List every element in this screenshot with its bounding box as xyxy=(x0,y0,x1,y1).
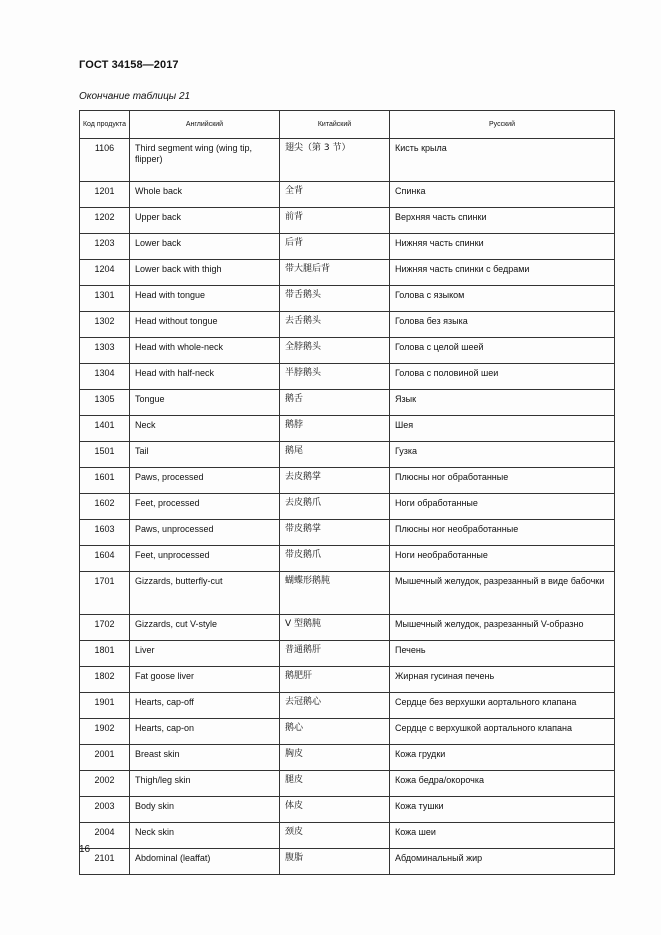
russian-name-cell: Жирная гусиная печень xyxy=(390,667,615,693)
product-code-cell: 1202 xyxy=(80,208,130,234)
english-name-cell: Feet, processed xyxy=(130,494,280,520)
english-name-cell: Fat goose liver xyxy=(130,667,280,693)
product-code-cell: 2101 xyxy=(80,849,130,875)
table-row xyxy=(80,641,615,667)
page-number: 16 xyxy=(79,844,91,855)
english-name-cell: Third segment wing (wing tip, flipper) xyxy=(130,139,280,182)
english-name-cell: Head with whole-neck xyxy=(130,338,280,364)
chinese-name-cell: 蝴蝶形鹅肫 xyxy=(280,572,390,615)
table-row xyxy=(80,338,615,364)
russian-name-cell: Ноги обработанные xyxy=(390,494,615,520)
chinese-name-cell: 后背 xyxy=(280,234,390,260)
product-code-cell: 2003 xyxy=(80,797,130,823)
russian-name-cell: Сердце с верхушкой аортального клапана xyxy=(390,719,615,745)
table-row xyxy=(80,312,615,338)
english-name-cell: Head without tongue xyxy=(130,312,280,338)
english-name-cell: Paws, unprocessed xyxy=(130,520,280,546)
russian-name-cell: Гузка xyxy=(390,442,615,468)
chinese-name-cell: 鹅心 xyxy=(280,719,390,745)
chinese-name-cell: 鹅肥肝 xyxy=(280,667,390,693)
table-row xyxy=(80,286,615,312)
table-row xyxy=(80,823,615,849)
product-code-cell: 1501 xyxy=(80,442,130,468)
table-row xyxy=(80,771,615,797)
english-name-cell: Upper back xyxy=(130,208,280,234)
russian-name-cell: Сердце без верхушки аортального клапана xyxy=(390,693,615,719)
product-code-cell: 1106 xyxy=(80,139,130,182)
product-code-cell: 1302 xyxy=(80,312,130,338)
product-code-cell: 1901 xyxy=(80,693,130,719)
product-code-cell: 1802 xyxy=(80,667,130,693)
column-header-english: Английский xyxy=(130,111,280,139)
english-name-cell: Head with tongue xyxy=(130,286,280,312)
russian-name-cell: Кожа тушки xyxy=(390,797,615,823)
russian-name-cell: Плюсны ног обработанные xyxy=(390,468,615,494)
chinese-name-cell: 带皮鹅掌 xyxy=(280,520,390,546)
russian-name-cell: Верхняя часть спинки xyxy=(390,208,615,234)
chinese-name-cell: V 型鹅肫 xyxy=(280,615,390,641)
table-row xyxy=(80,390,615,416)
table-row xyxy=(80,416,615,442)
chinese-name-cell: 去皮鹅掌 xyxy=(280,468,390,494)
russian-name-cell: Абдоминальный жир xyxy=(390,849,615,875)
russian-name-cell: Нижняя часть спинки xyxy=(390,234,615,260)
product-code-cell: 1301 xyxy=(80,286,130,312)
product-code-cell: 2001 xyxy=(80,745,130,771)
chinese-name-cell: 半脖鹅头 xyxy=(280,364,390,390)
product-code-cell: 1305 xyxy=(80,390,130,416)
russian-name-cell: Голова без языка xyxy=(390,312,615,338)
english-name-cell: Liver xyxy=(130,641,280,667)
table-caption: Окончание таблицы 21 xyxy=(79,91,191,102)
table-row xyxy=(80,719,615,745)
chinese-name-cell: 全背 xyxy=(280,182,390,208)
table-row xyxy=(80,693,615,719)
document-code: ГОСТ 34158—2017 xyxy=(79,59,179,71)
table-row xyxy=(80,615,615,641)
product-code-cell: 1401 xyxy=(80,416,130,442)
product-code-cell: 1801 xyxy=(80,641,130,667)
chinese-name-cell: 全脖鹅头 xyxy=(280,338,390,364)
russian-name-cell: Кожа шеи xyxy=(390,823,615,849)
russian-name-cell: Кожа бедра/окорочка xyxy=(390,771,615,797)
russian-name-cell: Мышечный желудок, разрезанный в виде бабочки xyxy=(390,572,615,615)
chinese-name-cell: 去舌鹅头 xyxy=(280,312,390,338)
english-name-cell: Head with half-neck xyxy=(130,364,280,390)
english-name-cell: Abdominal (leaffat) xyxy=(130,849,280,875)
english-name-cell: Thigh/leg skin xyxy=(130,771,280,797)
products-table xyxy=(79,110,615,875)
english-name-cell: Whole back xyxy=(130,182,280,208)
table-row xyxy=(80,208,615,234)
table-row xyxy=(80,546,615,572)
product-code-cell: 1902 xyxy=(80,719,130,745)
table-row xyxy=(80,139,615,182)
english-name-cell: Neck skin xyxy=(130,823,280,849)
column-header-russian: Русский xyxy=(390,111,615,139)
chinese-name-cell: 带舌鹅头 xyxy=(280,286,390,312)
russian-name-cell: Шея xyxy=(390,416,615,442)
chinese-name-cell: 颈皮 xyxy=(280,823,390,849)
russian-name-cell: Язык xyxy=(390,390,615,416)
chinese-name-cell: 鹅脖 xyxy=(280,416,390,442)
russian-name-cell: Голова с языком xyxy=(390,286,615,312)
table-row xyxy=(80,182,615,208)
english-name-cell: Breast skin xyxy=(130,745,280,771)
product-code-cell: 1702 xyxy=(80,615,130,641)
russian-name-cell: Печень xyxy=(390,641,615,667)
chinese-name-cell: 翅尖（第 3 节） xyxy=(280,139,390,182)
english-name-cell: Tail xyxy=(130,442,280,468)
chinese-name-cell: 鹅尾 xyxy=(280,442,390,468)
product-code-cell: 1604 xyxy=(80,546,130,572)
chinese-name-cell: 腹脂 xyxy=(280,849,390,875)
english-name-cell: Hearts, cap-on xyxy=(130,719,280,745)
english-name-cell: Gizzards, cut V-style xyxy=(130,615,280,641)
product-code-cell: 1603 xyxy=(80,520,130,546)
english-name-cell: Hearts, cap-off xyxy=(130,693,280,719)
chinese-name-cell: 腿皮 xyxy=(280,771,390,797)
chinese-name-cell: 前背 xyxy=(280,208,390,234)
table-row xyxy=(80,442,615,468)
product-code-cell: 1701 xyxy=(80,572,130,615)
product-code-cell: 1203 xyxy=(80,234,130,260)
product-code-cell: 1304 xyxy=(80,364,130,390)
english-name-cell: Lower back xyxy=(130,234,280,260)
chinese-name-cell: 普通鹅肝 xyxy=(280,641,390,667)
russian-name-cell: Кисть крыла xyxy=(390,139,615,182)
chinese-name-cell: 胸皮 xyxy=(280,745,390,771)
chinese-name-cell: 去冠鹅心 xyxy=(280,693,390,719)
product-code-cell: 1204 xyxy=(80,260,130,286)
product-code-cell: 1201 xyxy=(80,182,130,208)
russian-name-cell: Кожа грудки xyxy=(390,745,615,771)
table-row xyxy=(80,468,615,494)
russian-name-cell: Нижняя часть спинки с бедрами xyxy=(390,260,615,286)
chinese-name-cell: 鹅舌 xyxy=(280,390,390,416)
english-name-cell: Gizzards, butterfly-cut xyxy=(130,572,280,615)
chinese-name-cell: 体皮 xyxy=(280,797,390,823)
column-header-chinese: Китайский xyxy=(280,111,390,139)
table-row xyxy=(80,667,615,693)
table-row xyxy=(80,572,615,615)
table-body xyxy=(80,139,615,875)
table-row xyxy=(80,494,615,520)
table-row xyxy=(80,797,615,823)
product-code-cell: 1303 xyxy=(80,338,130,364)
chinese-name-cell: 带大腿后背 xyxy=(280,260,390,286)
table-row xyxy=(80,745,615,771)
chinese-name-cell: 去皮鹅爪 xyxy=(280,494,390,520)
table-row xyxy=(80,260,615,286)
product-code-cell: 2002 xyxy=(80,771,130,797)
table-row xyxy=(80,234,615,260)
table-header-row xyxy=(80,111,615,139)
english-name-cell: Neck xyxy=(130,416,280,442)
table-row xyxy=(80,849,615,875)
table-row xyxy=(80,364,615,390)
english-name-cell: Lower back with thigh xyxy=(130,260,280,286)
english-name-cell: Feet, unprocessed xyxy=(130,546,280,572)
english-name-cell: Tongue xyxy=(130,390,280,416)
english-name-cell: Paws, processed xyxy=(130,468,280,494)
product-code-cell: 1601 xyxy=(80,468,130,494)
chinese-name-cell: 带皮鹅爪 xyxy=(280,546,390,572)
russian-name-cell: Спинка xyxy=(390,182,615,208)
russian-name-cell: Голова с целой шеей xyxy=(390,338,615,364)
product-code-cell: 2004 xyxy=(80,823,130,849)
russian-name-cell: Мышечный желудок, разрезанный V-образно xyxy=(390,615,615,641)
column-header-code: Код продукта xyxy=(80,111,130,139)
english-name-cell: Body skin xyxy=(130,797,280,823)
russian-name-cell: Голова с половиной шеи xyxy=(390,364,615,390)
product-code-cell: 1602 xyxy=(80,494,130,520)
russian-name-cell: Плюсны ног необработанные xyxy=(390,520,615,546)
russian-name-cell: Ноги необработанные xyxy=(390,546,615,572)
table-row xyxy=(80,520,615,546)
